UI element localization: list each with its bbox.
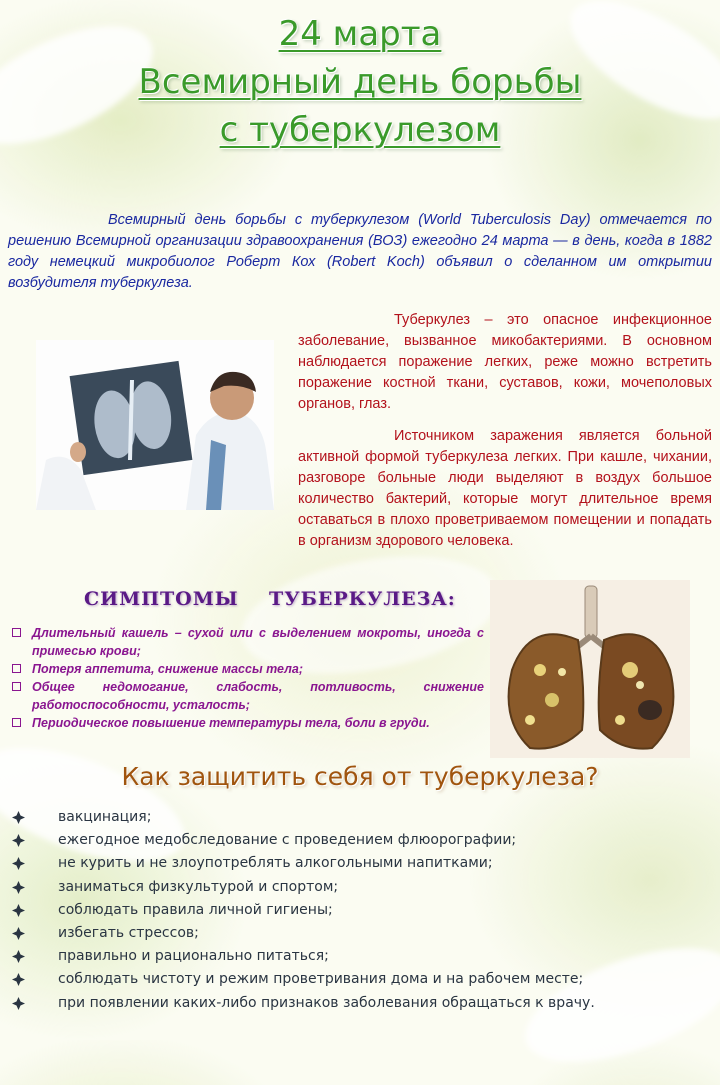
symptoms-title: СИМПТОМЫ ТУБЕРКУЛЕЗА: xyxy=(84,588,456,610)
title-date: 24 марта xyxy=(278,14,442,54)
list-item: избегать стрессов; xyxy=(12,922,712,945)
list-item: правильно и рационально питаться; xyxy=(12,945,712,968)
list-item: при появлении каких-либо признаков заболевания обращаться к врачу. xyxy=(12,992,712,1015)
list-item: заниматься физкультурой и спортом; xyxy=(12,876,712,899)
checkbox-bullet-icon xyxy=(12,628,21,637)
diamond-bullet-icon xyxy=(12,834,25,847)
list-item: ежегодное медобследование с проведением флюорографии; xyxy=(12,829,712,852)
checkbox-bullet-icon xyxy=(12,682,21,691)
list-item: Длительный кашель – сухой или с выделением мокроты, иногда с примесью крови; xyxy=(10,624,484,660)
diamond-bullet-icon xyxy=(12,950,25,963)
checkbox-bullet-icon xyxy=(12,718,21,727)
definition-paragraph: Туберкулез – это опасное инфекционное заболевание, вызванное микобактериями. В основном наблюдается поражение легких, реже можно встретить поражение костной ткани, суставов, кожи, мочеполовых органов, глаз. xyxy=(298,312,712,412)
list-item: вакцинация; xyxy=(12,806,712,829)
lungs-illustration-image xyxy=(490,580,690,758)
list-item: Потеря аппетита, снижение массы тела; xyxy=(10,660,484,678)
diamond-bullet-icon xyxy=(12,881,25,894)
doctor-xray-image xyxy=(36,340,274,510)
title-event: Всемирный день борьбы xyxy=(138,62,582,102)
title-event-cont: с туберкулезом xyxy=(219,110,501,150)
diamond-bullet-icon xyxy=(12,904,25,917)
diamond-bullet-icon xyxy=(12,927,25,940)
protection-title: Как защитить себя от туберкулеза? xyxy=(121,762,599,791)
infection-source-paragraph: Источником заражения является больной активной формой туберкулеза легких. При кашле, чихании, разговоре больные люди выделяют в воздух большое количество бактерий, которые могут длительное время оставаться в плохо проветриваемом помещении и попадать в организм здорового человека. xyxy=(298,428,712,549)
page-title xyxy=(0,10,720,154)
diamond-bullet-icon xyxy=(12,973,25,986)
symptoms-list xyxy=(10,624,484,732)
intro-paragraph: Всемирный день борьбы с туберкулезом (World Tuberculosis Day) отмечается по решению Всемирной организации здравоохранения (ВОЗ) ежегодно 24 марта — в день, когда в 1882 году немецкий микробиолог Роберт Кох (Robert Koch) объявил о сделанном им открытии возбудителя туберкулеза. xyxy=(8,212,712,291)
list-item: соблюдать правила личной гигиены; xyxy=(12,899,712,922)
diamond-bullet-icon xyxy=(12,857,25,870)
list-item: не курить и не злоупотреблять алкогольными напитками; xyxy=(12,852,712,875)
list-item: соблюдать чистоту и режим проветривания дома и на рабочем месте; xyxy=(12,968,712,991)
list-item: Общее недомогание, слабость, потливость, снижение работоспособности, усталость; xyxy=(10,678,484,714)
protection-list xyxy=(12,806,712,1015)
list-item: Периодическое повышение температуры тела, боли в груди. xyxy=(10,714,484,732)
diamond-bullet-icon xyxy=(12,997,25,1010)
checkbox-bullet-icon xyxy=(12,664,21,673)
diamond-bullet-icon xyxy=(12,811,25,824)
